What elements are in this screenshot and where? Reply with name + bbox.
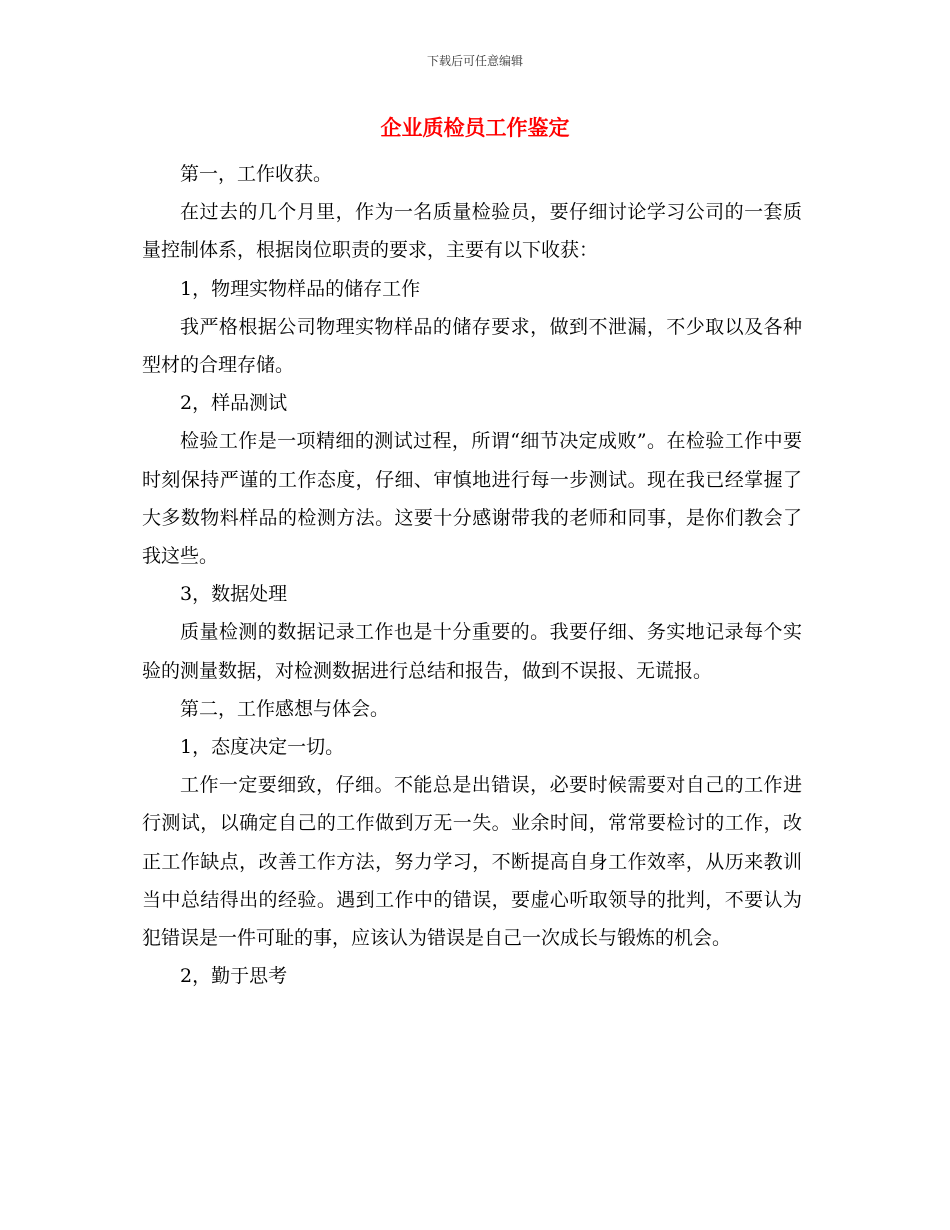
subheading: 3，数据处理	[180, 583, 288, 606]
subheading: 2，样品测试	[180, 392, 288, 415]
header-note: 下载后可任意编辑	[426, 54, 523, 68]
subheading: 2，勤于思考	[180, 965, 288, 988]
paragraph: 工作一定要细致，仔细。不能总是出错误，必要时候需要对自己的工作进行测试，以确定自己的工作做到万无一失。业余时间，常常要检讨的工作，改正工作缺点，改善工作方法，努力学习，不断提高自身工作效率，从历来教训当中总结得出的经验。遇到工作中的错误，要虚心听取领导的批判，不要认为犯错误是一件可耻的事，应该认为错误是自己一次成长与锻炼的机会。	[142, 774, 802, 950]
subheading: 1，态度决定一切。	[180, 736, 345, 759]
paragraph: 质量检测的数据记录工作也是十分重要的。我要仔细、务实地记录每个实验的测量数据，对检测数据进行总结和报告，做到不误报、无谎报。	[142, 621, 802, 682]
document-body	[142, 155, 802, 995]
paragraph: 检验工作是一项精细的测试过程，所谓“细节决定成败”。在检验工作中要时刻保持严谨的工作态度，仔细、审慎地进行每一步测试。现在我已经掌握了大多数物料样品的检测方法。这要十分感谢带我的老师和同事，是你们教会了我这些。	[142, 430, 802, 568]
section-heading-1: 第一，工作收获。	[180, 163, 333, 185]
paragraph: 我严格根据公司物理实物样品的储存要求，做到不泄漏，不少取以及各种型材的合理存储。	[142, 315, 802, 377]
paragraph: 在过去的几个月里，作为一名质量检验员，要仔细讨论学习公司的一套质量控制体系，根据岗位职责的要求，主要有以下收获：	[142, 201, 802, 262]
document-title: 企业质检员工作鉴定	[380, 115, 570, 140]
section-heading-2: 第二，工作感想与体会。	[180, 697, 390, 720]
subheading: 1，物理实物样品的储存工作	[180, 277, 421, 300]
